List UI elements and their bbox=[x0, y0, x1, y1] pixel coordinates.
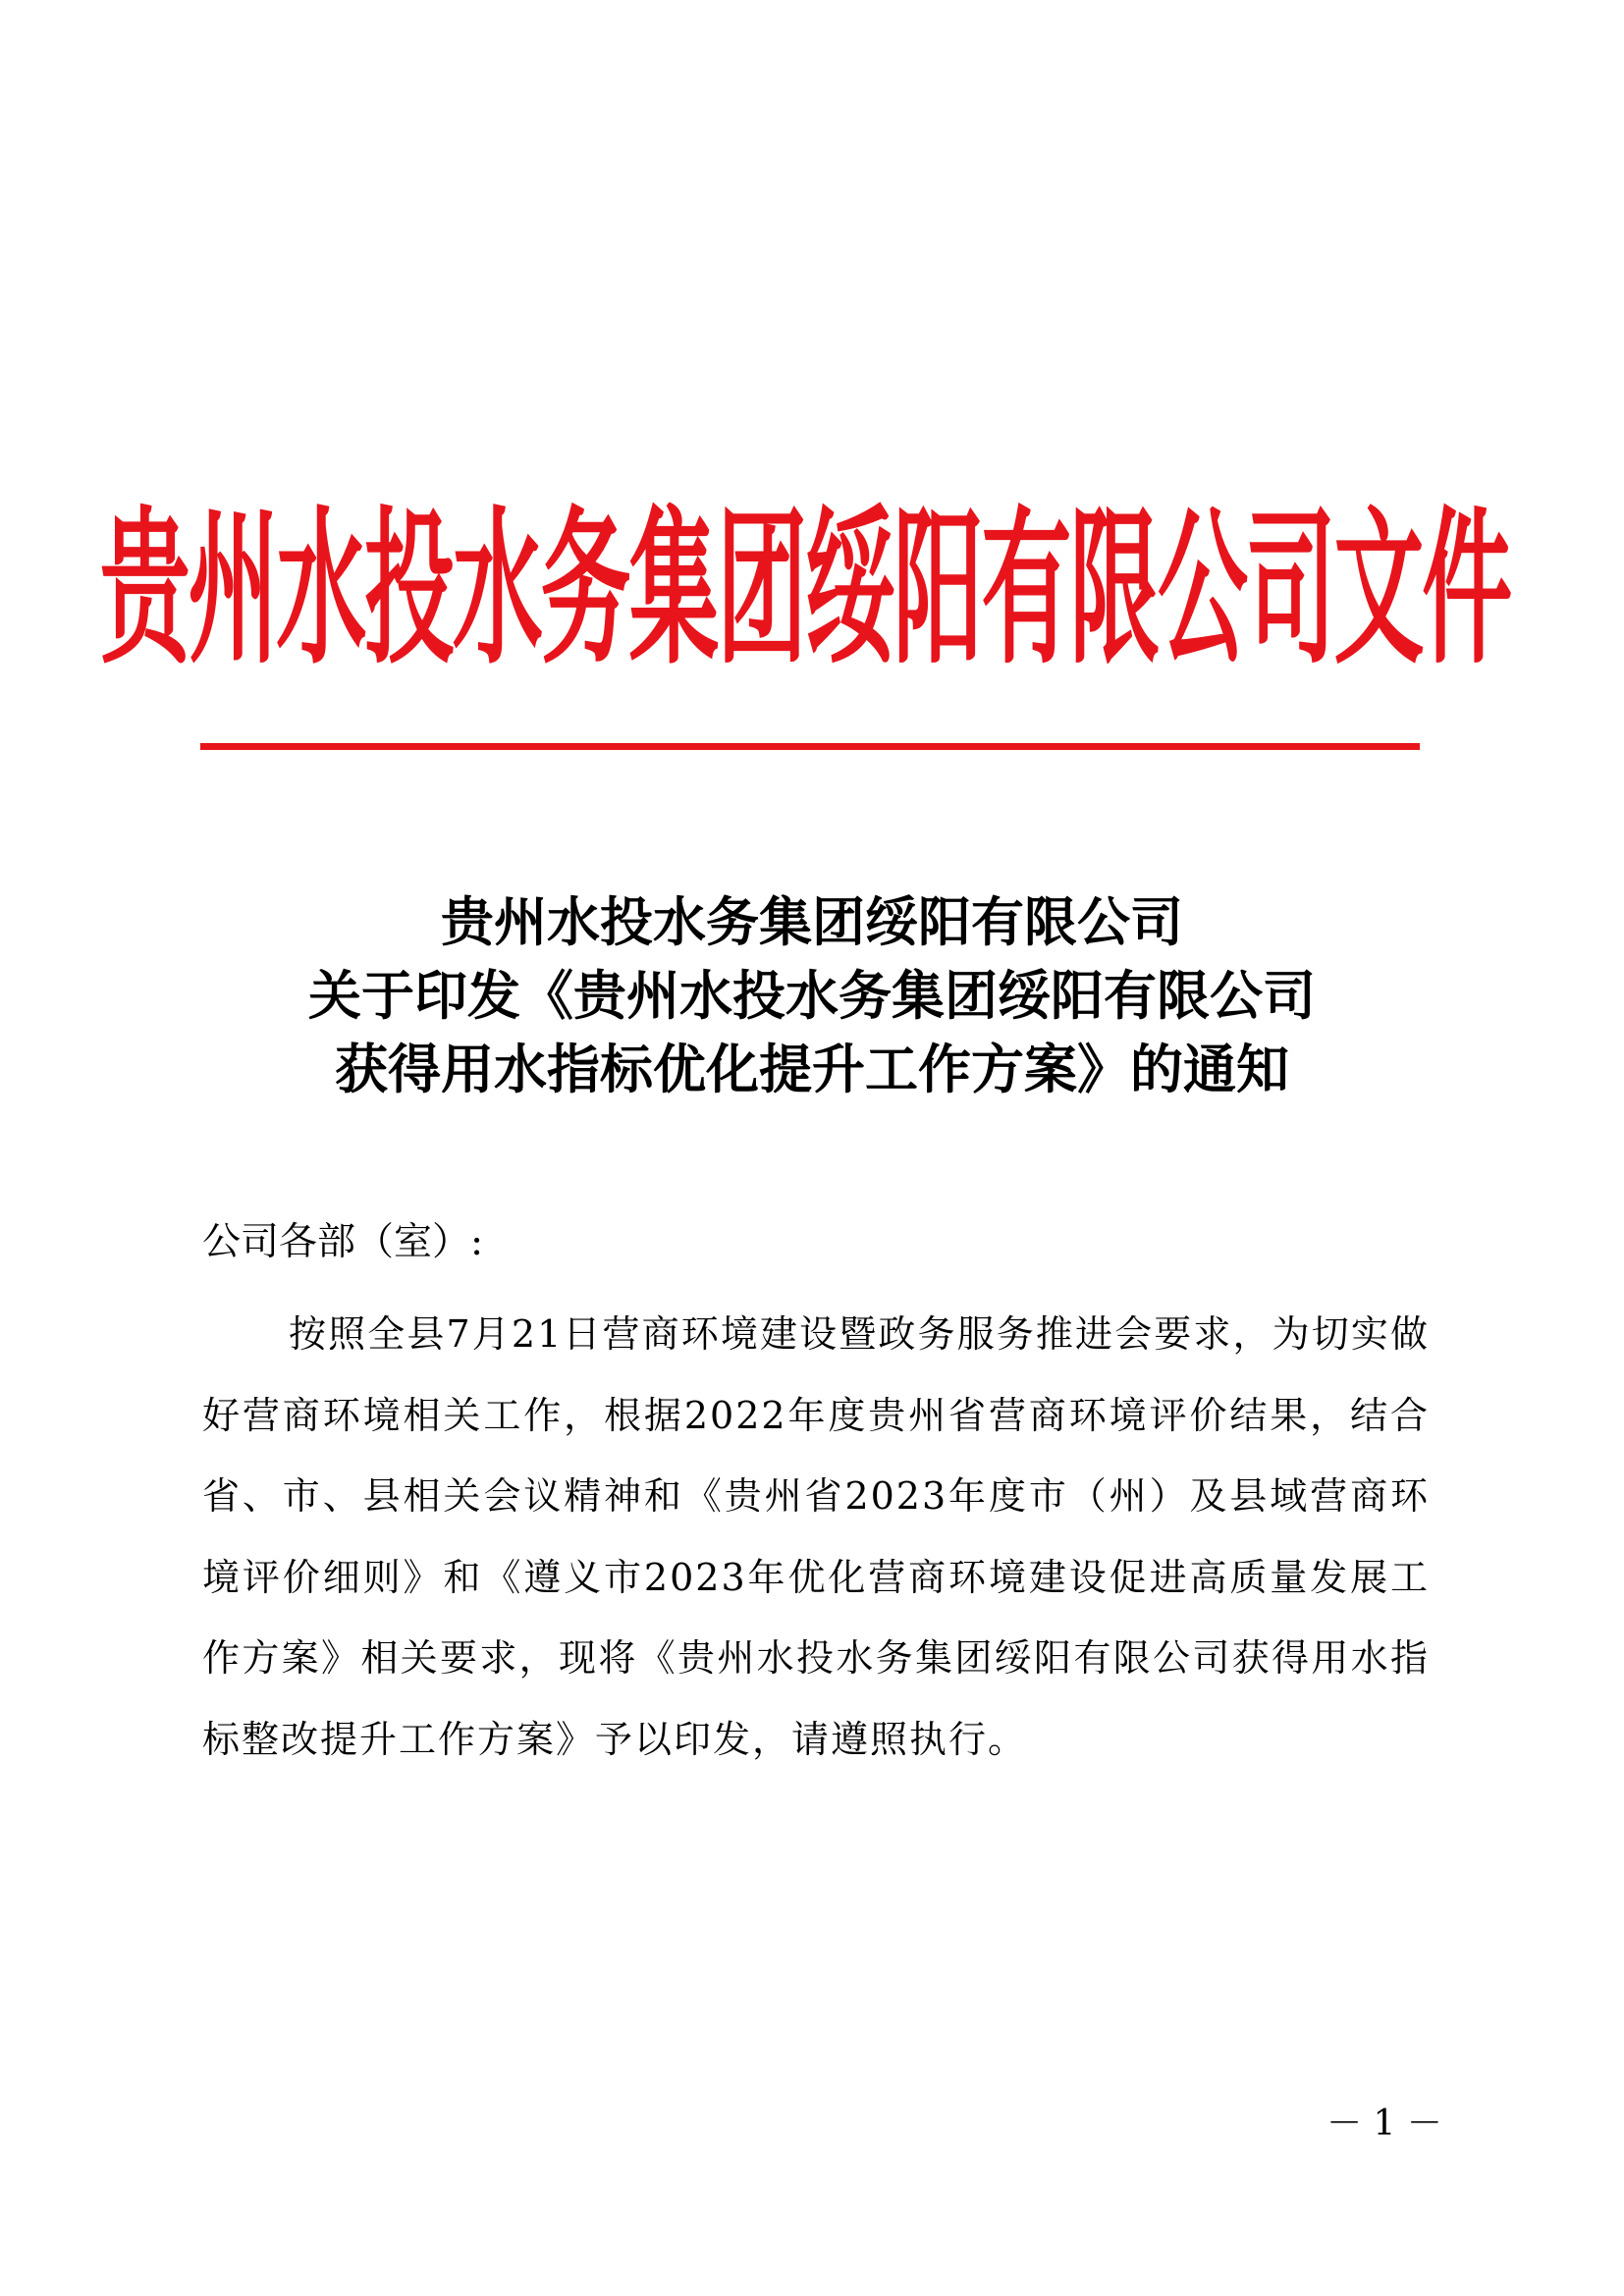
document-title-line-1: 贵州水投水务集团绥阳有限公司 bbox=[441, 891, 1183, 953]
masthead bbox=[99, 461, 1511, 688]
masthead-title: 贵州水投水务集团绥阳有限公司文件 bbox=[99, 490, 1511, 688]
document-title-line-3: 获得用水指标优化提升工作方案》的通知 bbox=[335, 1039, 1289, 1100]
masthead-red-rule bbox=[200, 743, 1420, 750]
salutation: 公司各部（室）: bbox=[202, 1220, 484, 1264]
document-title bbox=[147, 885, 1477, 1106]
page-number: － 1 － bbox=[1326, 2104, 1442, 2144]
body-paragraph: 按照全县7月21日营商环境建设暨政务服务推进会要求，为切实做好营商环境相关工作，根据2022年度贵州省营商环境评价结果，结合省、市、县相关会议精神和《贵州省2023年度市（州）及县域营商环境评价细则》和《遵义市2023年优化营商环境建设促进高质量发展工作方案》相关要求，现将《贵州水投水务集团绥阳有限公司获得用水指标整改提升工作方案》予以印发，请遵照执行。 bbox=[202, 1312, 1430, 1761]
document-title-line-2: 关于印发《贵州水投水务集团绥阳有限公司 bbox=[308, 965, 1316, 1027]
